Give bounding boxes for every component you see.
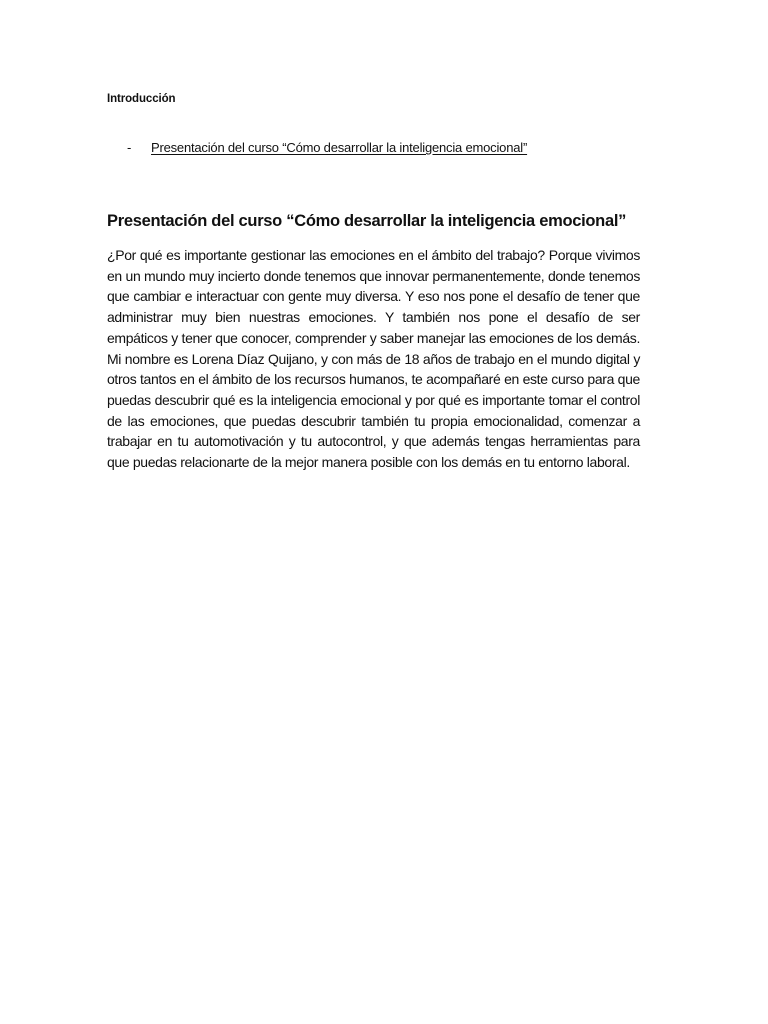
body-paragraph: ¿Por qué es importante gestionar las emociones en el ámbito del trabajo? Porque vivimos en un mundo muy incierto donde tenemos que innovar permanentemente, donde tenemos que cambiar e interactuar con gente muy diversa. Y eso nos pone el desafío de tener que administrar muy bien nuestras emociones. Y también nos pone el desafío de ser empáticos y tener que conocer, comprender y saber manejar las emociones de los demás. Mi nombre es Lorena Díaz Quijano, y con más de 18 años de trabajo en el mundo digital y otros tantos en el ámbito de los recursos humanos, te acompañaré en este curso para que puedas descubrir qué es la inteligencia emocional y por qué es importante tomar el control de las emociones, que puedas descubrir también tu propia emocionalidad, comenzar a trabajar en tu automotivación y tu autocontrol, y que además tengas herramientas para que puedas relacionarte de la mejor manera posible con los demás en tu entorno laboral. xyxy=(107,247,640,471)
table-of-contents xyxy=(127,140,527,155)
intro-heading: Introducción xyxy=(107,93,176,105)
section-title: Presentación del curso “Cómo desarrollar la inteligencia emocional” xyxy=(107,212,627,230)
toc-bullet: - xyxy=(127,140,132,155)
toc-link-course-presentation[interactable]: Presentación del curso “Cómo desarrollar la inteligencia emocional” xyxy=(151,140,528,155)
